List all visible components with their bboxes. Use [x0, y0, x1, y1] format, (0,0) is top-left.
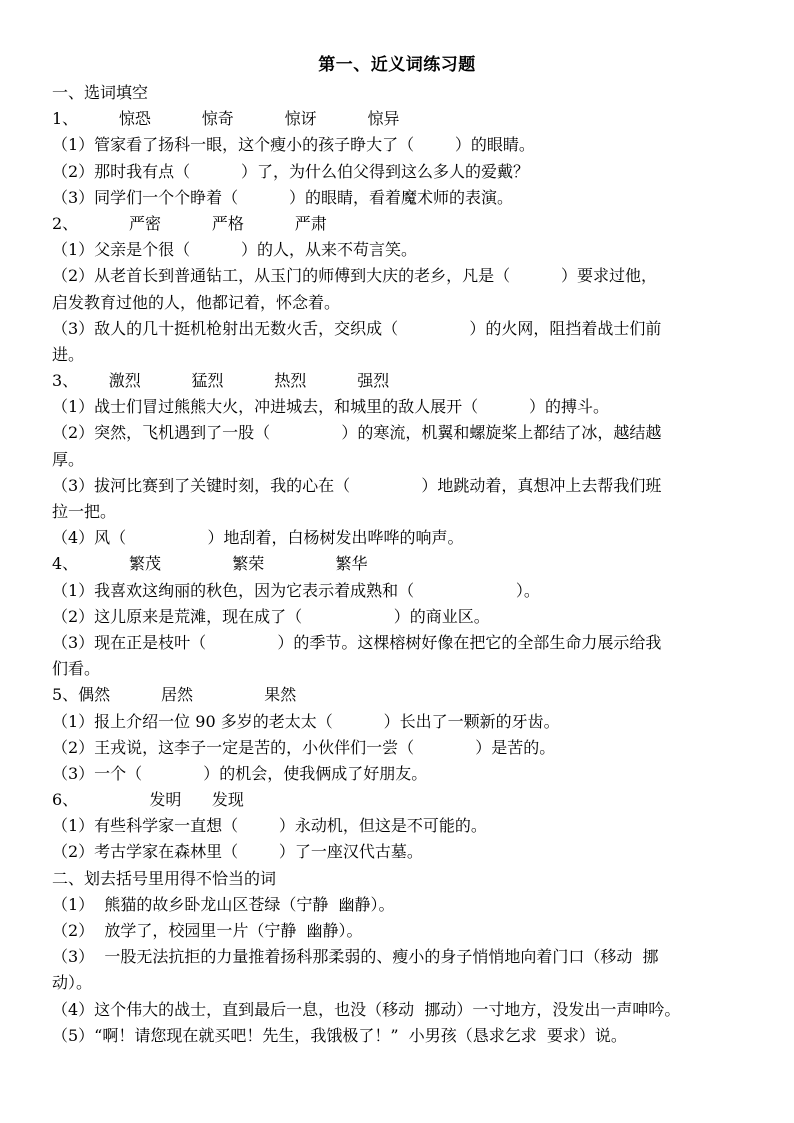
question-line: （1）报上介绍一位 90 多岁的老太太（ ）长出了一颗新的牙齿。	[52, 711, 560, 731]
question-line: （1）管家看了扬科一眼，这个瘦小的孩子睁大了（ ）的眼睛。	[52, 135, 535, 155]
question-line: （2）王戎说，这李子一定是苦的，小伙伴们一尝（ ）是苦的。	[52, 737, 556, 757]
question-line: （3）同学们一个个睁着（ ）的眼睛，看着魔术师的表演。	[52, 187, 514, 207]
question-line: 拉一把。	[52, 502, 117, 521]
section-heading: 二、划去括号里用得不恰当的词	[52, 868, 277, 888]
word-bank: 2、 严密 严格 严肃	[52, 213, 327, 233]
question-line: （3）敌人的几十挺机枪射出无数火舌，交织成（ ）的火网，阻挡着战士们前	[52, 318, 662, 338]
question-line: （3）现在正是枝叶（ ）的季节。这棵榕树好像在把它的全部生命力展示给我	[52, 632, 662, 652]
question-line: （5）“啊！请您现在就买吧！先生，我饿极了！” 小男孩（恳求乞求 要求）说。	[52, 1025, 627, 1045]
word-bank: 5、偶然 居然 果然	[52, 685, 297, 705]
question-line: （1） 熊猫的故乡卧龙山区苍绿（宁静 幽静）。	[52, 894, 395, 914]
word-bank: 4、 繁茂 繁荣 繁华	[52, 554, 368, 574]
question-line: 厚。	[52, 449, 85, 469]
question-line: （2）突然，飞机遇到了一股（ ）的寒流，机翼和螺旋桨上都结了冰，越结越	[52, 423, 662, 443]
question-line: 进。	[52, 344, 85, 364]
question-line: 启发教育过他的人，他都记着，怀念着。	[52, 292, 341, 312]
section-heading: 一、选词填空	[52, 83, 149, 102]
question-line: （2）这儿原来是荒滩，现在成了（ ）的商业区。	[52, 606, 490, 626]
question-line: （2）考古学家在森林里（ ）了一座汉代古墓。	[52, 842, 423, 862]
word-bank: 3、 激烈 猛烈 热烈 强烈	[52, 371, 390, 391]
question-line: （4）这个伟大的战士，直到最后一息，也没（移动 挪动）一寸地方，没发出一声呻吟。	[52, 999, 681, 1019]
question-line: （1）战士们冒过熊熊大火，冲进城去，和城里的敌人展开（ ）的搏斗。	[52, 397, 610, 417]
question-line: （2）那时我有点（ ）了，为什么伯父得到这么多人的爱戴？	[52, 161, 530, 181]
question-line: （3） 一股无法抗拒的力量推着扬科那柔弱的、瘦小的身子悄悄地向着门口（移动 挪	[52, 947, 659, 967]
word-bank: 1、 惊恐 惊奇 惊讶 惊异	[52, 109, 400, 129]
question-line: （1）我喜欢这绚丽的秋色，因为它表示着成熟和（ ）。	[52, 580, 540, 600]
question-line: （1）有些科学家一直想（ ）永动机，但这是不可能的。	[52, 816, 487, 836]
word-bank: 6、 发明 发现	[52, 790, 244, 810]
question-line: 们看。	[52, 659, 101, 679]
question-line: （3）一个（ ）的机会，使我俩成了好朋友。	[52, 763, 428, 783]
question-line: （2）从老首长到普通钻工，从玉门的师傅到大庆的老乡，凡是（ ）要求过他，	[52, 266, 658, 286]
question-line: （2） 放学了，校园里一片（宁静 幽静）。	[52, 921, 363, 940]
question-line: 动）。	[52, 973, 93, 993]
question-line: （4）风（ ）地刮着，白杨树发出哗哗的响声。	[52, 528, 464, 548]
page-title: 第一、近义词练习题	[318, 55, 476, 75]
question-line: （3）拔河比赛到了关键时刻，我的心在（ ）地跳动着，真想冲上去帮我们班	[52, 475, 662, 495]
exercise-body	[52, 80, 752, 1049]
question-line: （1）父亲是个很（ ）的人，从来不苟言笑。	[52, 240, 418, 260]
